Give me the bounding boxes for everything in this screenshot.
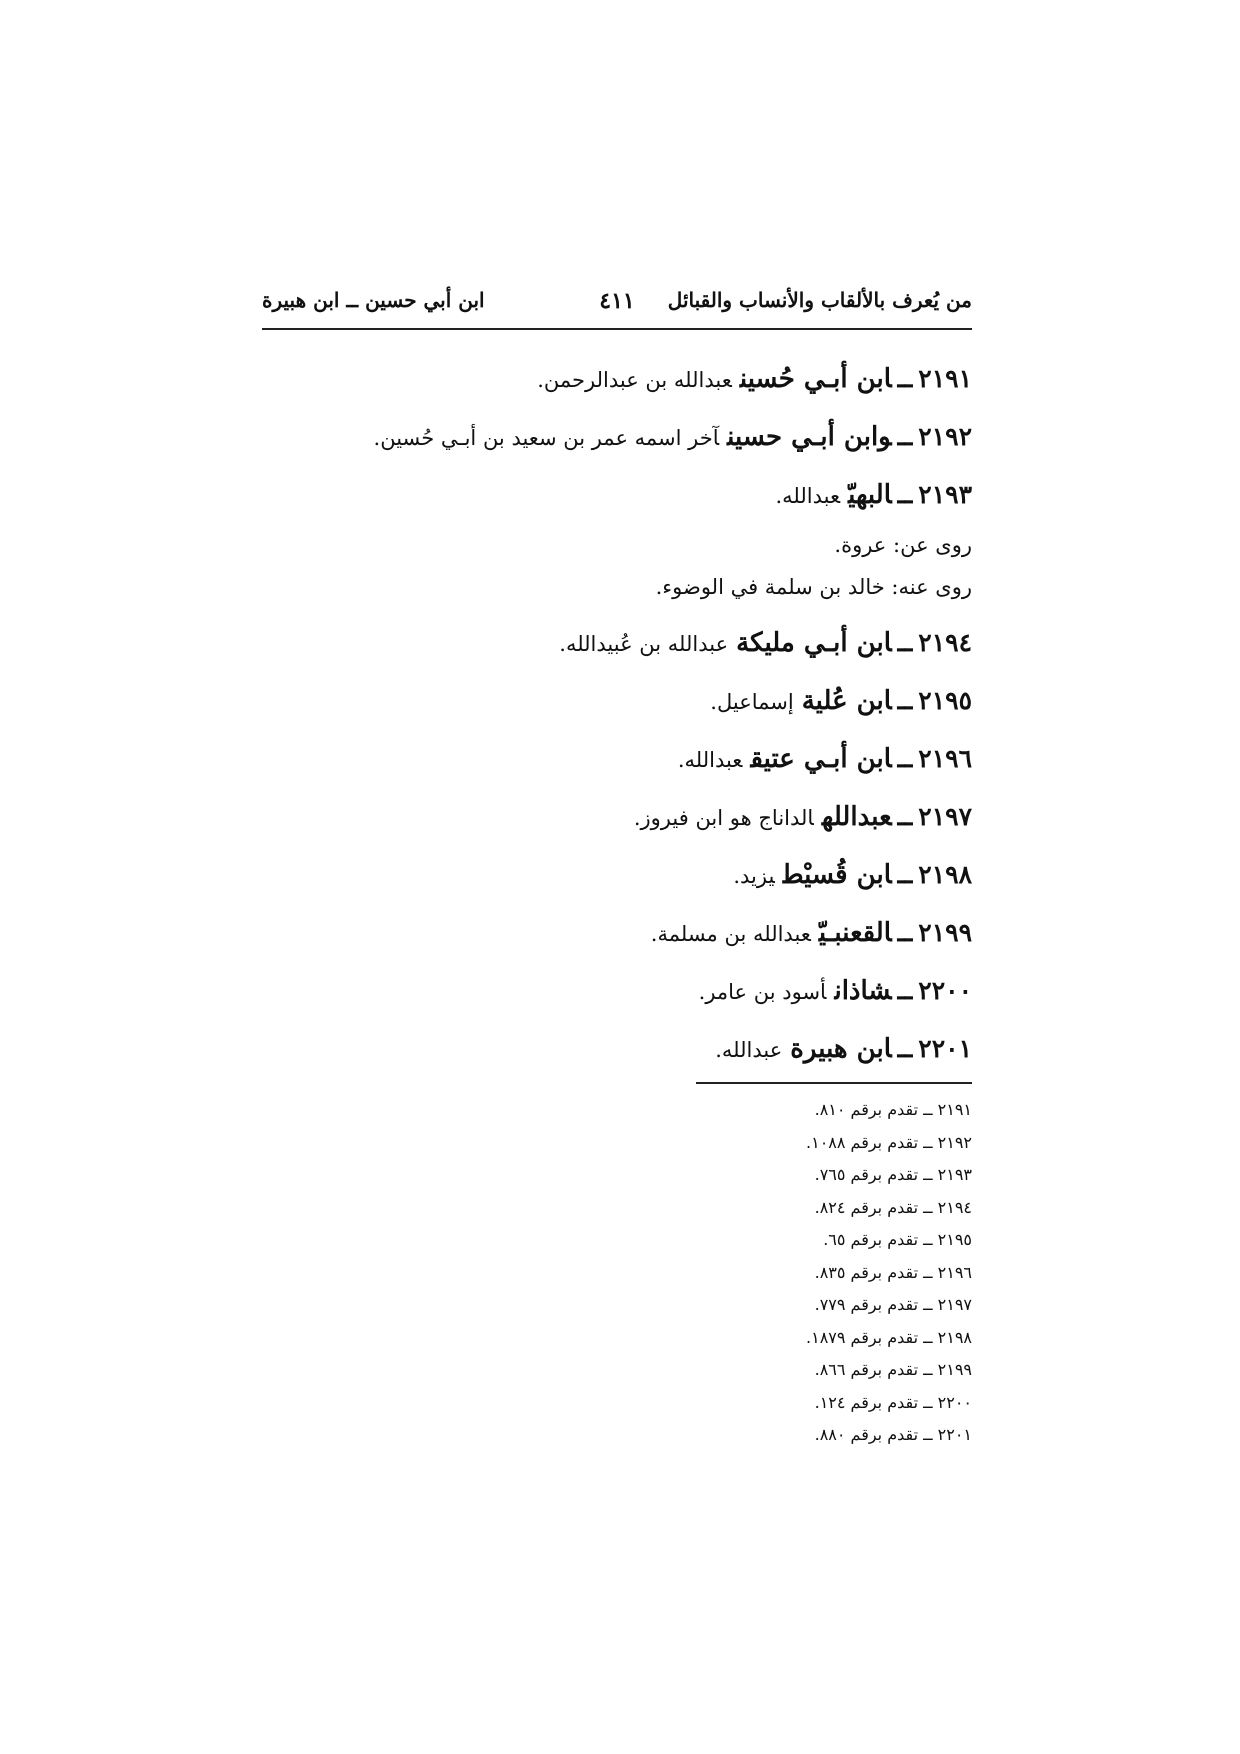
running-header <box>262 286 972 330</box>
entry-dash: ــ <box>897 860 913 889</box>
footnote: ٢١٩٣ ــ تقدم برقم ٧٦٥. <box>814 1165 972 1184</box>
entry-text: عبدالله. <box>677 748 743 772</box>
footnote: ٢١٩٥ ــ تقدم برقم ٦٥. <box>823 1230 972 1249</box>
entry-dash: ــ <box>897 628 913 657</box>
narrated-by-line: روى عنه: خالد بن سلمة في الوضوء. <box>655 575 972 599</box>
entry-name: ابن أبـي حُسين <box>739 364 892 394</box>
entry-number: ٢١٩٥ <box>918 686 972 715</box>
entry-2191 <box>262 350 972 408</box>
entry-number: ٢١٩٣ <box>918 480 972 509</box>
entry-2197 <box>262 788 972 846</box>
footnote: ٢١٩٨ ــ تقدم برقم ١٨٧٩. <box>806 1327 972 1347</box>
entry-number: ٢١٩٤ <box>918 628 972 657</box>
entry-number: ٢١٩٨ <box>918 860 972 889</box>
entry-2196 <box>262 730 972 788</box>
entry-dash: ــ <box>897 686 913 715</box>
footnote: ٢١٩٩ ــ تقدم برقم ٨٦٦. <box>814 1360 972 1379</box>
entry-2192 <box>262 408 972 466</box>
footnotes-list <box>262 1094 972 1452</box>
entry-2195 <box>262 672 972 730</box>
header-entry-range: ابن أبي حسين ــ ابن هبيرة <box>262 288 485 312</box>
entry-name: القعنبـيّ <box>818 918 892 948</box>
footnote: ٢٢٠٠ ــ تقدم برقم ١٢٤. <box>814 1392 972 1412</box>
entry-name: شاذان <box>834 976 892 1006</box>
entry-2201 <box>262 1020 972 1078</box>
entry-text: عبدالله بن عبدالرحمن. <box>537 368 732 392</box>
footnote: ٢١٩٧ ــ تقدم برقم ٧٧٩. <box>814 1295 972 1314</box>
entry-name: وابن أبـي حسين <box>727 422 892 452</box>
entry-text: عبدالله. <box>715 1038 783 1062</box>
entry-number: ٢١٩١ <box>918 364 972 393</box>
entry-name: ابن قُسيْط <box>782 860 892 890</box>
entry-dash: ــ <box>897 364 913 393</box>
header-book-section-title: من يُعرف بالألقاب والأنساب والقبائل <box>667 288 972 312</box>
entry-text: أسود بن عامر. <box>698 980 827 1004</box>
footnote: ٢٢٠١ ــ تقدم برقم ٨٨٠. <box>814 1425 972 1444</box>
narrated-from-line: روى عن: عروة. <box>834 533 972 557</box>
entry-dash: ــ <box>897 422 913 451</box>
entry-dash: ــ <box>897 480 913 509</box>
entry-text: الداناج هو ابن فيروز. <box>633 806 814 830</box>
footnote: ٢١٩٤ ــ تقدم برقم ٨٢٤. <box>814 1197 972 1217</box>
entry-number: ٢٢٠٠ <box>918 976 972 1005</box>
entry-name: ابن أبـي مليكة <box>736 628 892 658</box>
entry-2199 <box>262 904 972 962</box>
entry-name: ابن هبيرة <box>790 1034 892 1064</box>
entry-number: ٢١٩٦ <box>918 744 972 773</box>
entry-name: عبدالله <box>821 802 892 832</box>
entry-text: يزيد. <box>733 864 775 888</box>
entry-dash: ــ <box>897 1034 913 1063</box>
entry-number: ٢٢٠١ <box>918 1034 972 1063</box>
entry-2198 <box>262 846 972 904</box>
entry-2200 <box>262 962 972 1020</box>
entry-2193 <box>262 466 972 524</box>
entry-dash: ــ <box>897 744 913 773</box>
footnote: ٢١٩٦ ــ تقدم برقم ٨٣٥. <box>814 1262 972 1282</box>
entry-name: البهيّ <box>848 480 892 510</box>
footnote: ٢١٩١ ــ تقدم برقم ٨١٠. <box>814 1100 972 1119</box>
entries-list <box>262 350 972 1078</box>
header-rule <box>262 328 972 330</box>
entry-name: ابن عُلية <box>801 686 892 716</box>
page-number: ٤١١ <box>599 288 635 314</box>
entry-text: عبدالله. <box>775 484 841 508</box>
footnote-rule <box>696 1082 972 1084</box>
entry-dash: ــ <box>897 976 913 1005</box>
entry-number: ٢١٩٢ <box>918 422 972 451</box>
entry-text: عبدالله بن عُبيدالله. <box>559 632 729 656</box>
entry-number: ٢١٩٩ <box>918 918 972 947</box>
entry-number: ٢١٩٧ <box>918 802 972 831</box>
entry-dash: ــ <box>897 802 913 831</box>
footnote: ٢١٩٢ ــ تقدم برقم ١٠٨٨. <box>806 1132 972 1152</box>
entry-text: إسماعيل. <box>710 690 794 714</box>
entry-text: عبدالله بن مسلمة. <box>650 922 811 946</box>
entry-2194 <box>262 614 972 672</box>
entry-name: ابن أبـي عتيق <box>750 744 892 774</box>
entry-dash: ــ <box>897 918 913 947</box>
entry-text: آخر اسمه عمر بن سعيد بن أبـي حُسين. <box>373 426 720 450</box>
